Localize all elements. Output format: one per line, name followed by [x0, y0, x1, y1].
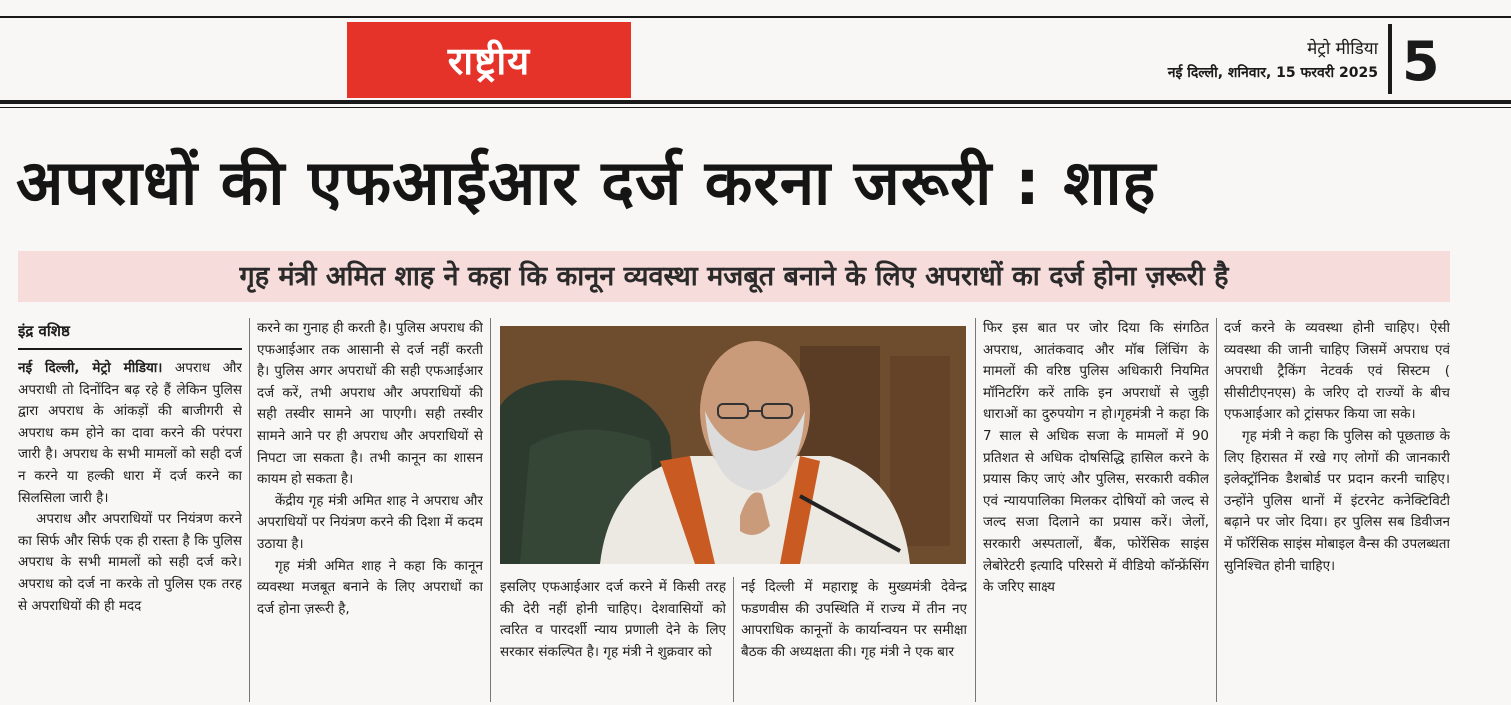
- header-rule-thick: [0, 100, 1511, 104]
- column-rule: [490, 318, 491, 702]
- paragraph: इसलिए एफआईआर दर्ज करने में किसी तरह की देरी नहीं होनी चाहिए। देशवासियों को त्वरित व पारदर्शी न्याय प्रणाली देने के लिए सरकार संकल्पित है। गृह मंत्री ने शुक्रवार को: [500, 579, 726, 660]
- news-photo: [500, 326, 966, 564]
- subheadline: गृह मंत्री अमित शाह ने कहा कि कानून व्यवस्था मजबूत बनाने के लिए अपराधों का दर्ज होना ज़रूरी है: [18, 251, 1450, 302]
- paragraph: करने का गुनाह ही करती है। पुलिस अपराध की एफआईआर तक आसानी से दर्ज नहीं करती है। पुलिस अगर अपराधों की सही एफआईआर दर्ज करें, तभी अपराध और अपराधियों की सही तस्वीर सामने आ पाएगी। सही तस्वीर सामने आने पर ही अपराध और अपराधियों से निपटा जा सकता है। तभी कानून का शासन कायम हो सकता है।: [257, 320, 483, 488]
- page-number: 5: [1402, 30, 1440, 93]
- column-6: [1224, 318, 1450, 702]
- column-4: [741, 577, 967, 702]
- paragraph: गृह मंत्री अमित शाह ने कहा कि कानून व्यवस्था मजबूत बनाने के लिए अपराधों का दर्ज होना ज़रूरी है,: [257, 557, 483, 617]
- column-rule: [249, 318, 250, 702]
- byline: इंद्र वशिष्ठ: [18, 322, 70, 340]
- column-rule: [975, 318, 976, 702]
- headline: अपराधों की एफआईआर दर्ज करना जरूरी : शाह: [16, 146, 1157, 219]
- column-rule: [733, 577, 734, 702]
- paragraph: अपराध और अपराधियों पर नियंत्रण करने का सिर्फ और सिर्फ एक ही रास्ता है कि पुलिस अपराध के सभी मामलों को सही दर्ज करे। अपराध को दर्ज ना करके तो पुलिस एक तरह से अपराधियों की ही मदद: [18, 511, 242, 614]
- column-rule: [1216, 318, 1217, 702]
- paragraph-text: अपराध और अपराधी तो दिनोंदिन बढ़ रहे हैं लेकिन पुलिस द्वारा अपराध के आंकड़ों की बाजीगरी से अपराध कम होने का दावा करने की परंपरा जारी है। अपराध के सभी मामलों को सही दर्ज न करने या हल्की धारा में दर्ज करने का सिलसिला जारी है।: [18, 360, 242, 506]
- photo-illustration: [500, 326, 966, 564]
- masthead-divider: [1388, 24, 1392, 94]
- header-top-rule: [0, 16, 1511, 18]
- dateline-lead: नई दिल्ली, मेट्रो मीडिया।: [18, 360, 163, 376]
- header-rule-thin: [0, 107, 1511, 108]
- dateline: नई दिल्ली, शनिवार, 15 फरवरी 2025: [1167, 65, 1378, 81]
- column-1: [18, 318, 242, 702]
- column-5: [983, 318, 1209, 702]
- paragraph: [18, 358, 242, 509]
- masthead: [1168, 38, 1378, 86]
- paragraph: दर्ज करने के व्यवस्था होनी चाहिए। ऐसी व्यवस्था की जानी चाहिए जिसमें अपराध एवं अपराधी ट्रैकिंग नेटवर्क एवं सिस्टम ( सीसीटीएनएस) के जरिए दो राज्यों के बीच एफआईआर को ट्रांसफर किया जा सके।: [1224, 320, 1450, 423]
- section-label: राष्ट्रीय: [347, 22, 631, 98]
- byline-rule: [18, 348, 242, 350]
- paragraph: गृह मंत्री ने कहा कि पुलिस को पूछताछ के लिए हिरासत में रखे गए लोगों की जानकारी इलेक्ट्रॉनिक डैशबोर्ड पर प्रदान करनी चाहिए। उन्होंने पुलिस थानों में इंटरनेट कनेक्टिविटी बढ़ाने पर जोर दिया। हर पुलिस सब डिवीजन में फॉरेंसिक साइंस मोबाइल वैन्स की उपलब्धता सुनिश्चित होनी चाहिए।: [1224, 427, 1450, 574]
- paragraph: केंद्रीय गृह मंत्री अमित शाह ने अपराध और अपराधियों पर नियंत्रण करने की दिशा में कदम उठाया है।: [257, 492, 483, 552]
- publication-name: मेट्रो मीडिया: [1307, 39, 1378, 59]
- column-2: [257, 318, 483, 702]
- paragraph: नई दिल्ली में महाराष्ट्र के मुख्यमंत्री देवेन्द्र फडणवीस की उपस्थिति में राज्य में तीन नए आपराधिक कानूनों के कार्यान्वयन पर समीक्षा बैठक की अध्यक्षता की। गृह मंत्री ने एक बार: [741, 579, 967, 660]
- paragraph: फिर इस बात पर जोर दिया कि संगठित अपराध, आतंकवाद और मॉब लिंचिंग के मामलों की वरिष्ठ पुलिस अधिकारी नियमित मॉनिटरिंग करें ताकि इन अपराधों से जुड़ी धाराओं का दुरुपयोग न हो।गृहमंत्री ने कहा कि 7 साल से अधिक सजा के मामलों में 90 प्रतिशत से अधिक दोषसिद्धि हासिल करने के प्रयास किए जाएं और पुलिस, सरकारी वकील एवं न्यायपालिका मिलकर दोषियों को जल्द से जल्द सजा दिलाने का प्रयास करें। जेलों, सरकारी अस्पतालों, बैंक, फोरेंसिक साइंस लेबोरेटरी इत्यादि परिसरो में वीडियो कॉन्फ्रेंसिंग के जरिए साक्ष्य: [983, 320, 1209, 596]
- column-3: [500, 577, 726, 702]
